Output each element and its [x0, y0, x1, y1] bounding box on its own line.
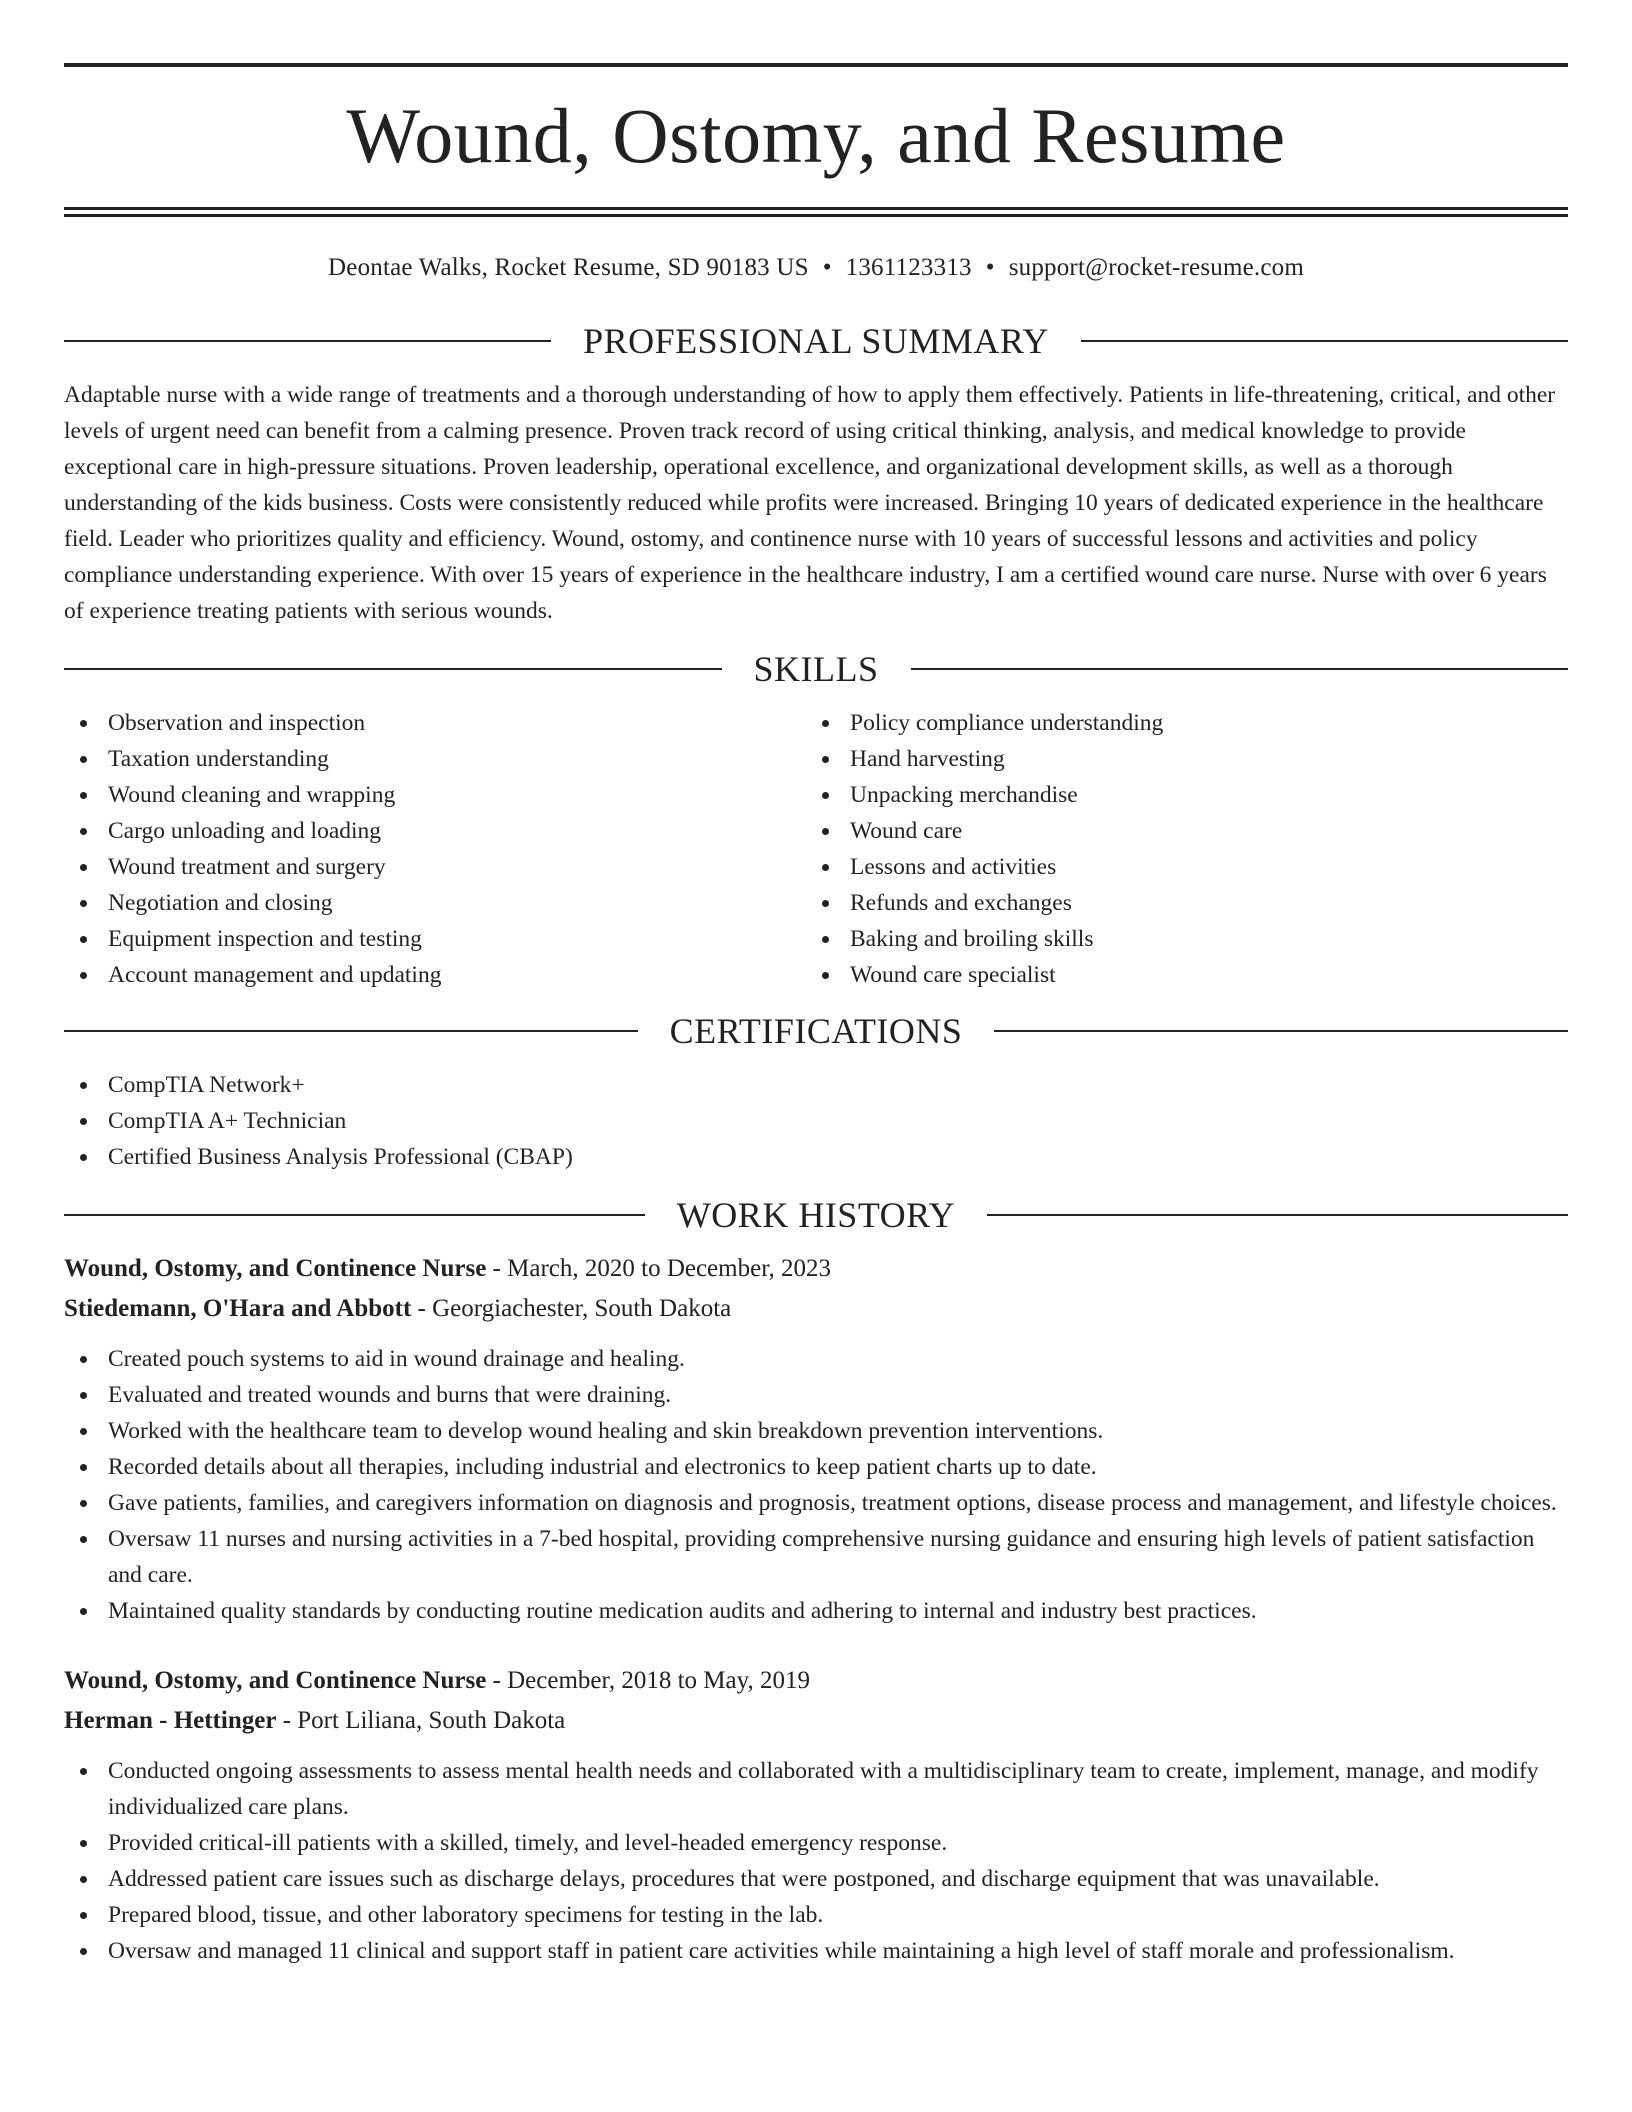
skills-list-left — [64, 705, 806, 993]
job-bullet: Created pouch systems to aid in wound drainage and healing. — [64, 1341, 1568, 1377]
job-dates: - December, 2018 to May, 2019 — [486, 1667, 810, 1694]
job-company-line — [64, 1289, 1568, 1329]
heading-rule — [987, 1214, 1568, 1216]
contact-separator: • — [985, 254, 995, 281]
title-double-rule — [64, 207, 1568, 217]
certification-item: CompTIA Network+ — [64, 1067, 1568, 1103]
skill-item: Refunds and exchanges — [806, 885, 1568, 921]
skill-item: Unpacking merchandise — [806, 777, 1568, 813]
heading-rule — [911, 668, 1569, 670]
certification-item: Certified Business Analysis Professional (CBAP) — [64, 1139, 1568, 1175]
job-bullet: Gave patients, families, and caregivers information on diagnosis and prognosis, treatment options, disease process and management, and lifestyle choices. — [64, 1485, 1568, 1521]
certification-item: CompTIA A+ Technician — [64, 1103, 1568, 1139]
job-bullet: Evaluated and treated wounds and burns that were draining. — [64, 1377, 1568, 1413]
job-company: Herman - Hettinger — [64, 1707, 277, 1734]
job-title-line — [64, 1661, 1568, 1701]
job-role: Wound, Ostomy, and Continence Nurse — [64, 1255, 487, 1282]
skills-grid — [64, 705, 1568, 993]
job-title-line — [64, 1249, 1568, 1289]
contact-line — [64, 253, 1568, 283]
certifications-heading-label: CERTIFICATIONS — [669, 1011, 963, 1051]
skill-item: Account management and updating — [64, 957, 806, 993]
job-bullets — [64, 1341, 1568, 1629]
job-bullets — [64, 1753, 1568, 1969]
job-bullet: Addressed patient care issues such as discharge delays, procedures that were postponed, and discharge equipment that was unavailable. — [64, 1861, 1568, 1897]
skill-item: Wound care specialist — [806, 957, 1568, 993]
skills-list-right — [806, 705, 1568, 993]
heading-rule — [64, 1214, 645, 1216]
skill-item: Wound care — [806, 813, 1568, 849]
skill-item: Negotiation and closing — [64, 885, 806, 921]
heading-rule — [64, 1030, 638, 1032]
job-company: Stiedemann, O'Hara and Abbott — [64, 1295, 412, 1322]
job-bullet: Maintained quality standards by conducting routine medication audits and adhering to internal and industry best practices. — [64, 1593, 1568, 1629]
skills-heading-label: SKILLS — [753, 649, 879, 689]
job-bullet: Provided critical-ill patients with a skilled, timely, and level-headed emergency response. — [64, 1825, 1568, 1861]
skill-item: Cargo unloading and loading — [64, 813, 806, 849]
skill-item: Observation and inspection — [64, 705, 806, 741]
contact-address: Deontae Walks, Rocket Resume, SD 90183 US — [328, 254, 809, 281]
resume-page — [64, 0, 1568, 1969]
job-role: Wound, Ostomy, and Continence Nurse — [64, 1667, 487, 1694]
work-history-heading-label: WORK HISTORY — [676, 1195, 956, 1235]
skill-item: Wound cleaning and wrapping — [64, 777, 806, 813]
heading-rule — [64, 340, 551, 342]
job-location: - Georgiachester, South Dakota — [411, 1295, 732, 1322]
skill-item: Wound treatment and surgery — [64, 849, 806, 885]
job-dates: - March, 2020 to December, 2023 — [486, 1255, 832, 1282]
job-entry — [64, 1661, 1568, 1969]
summary-heading — [64, 321, 1568, 361]
work-history-heading — [64, 1195, 1568, 1235]
certifications-heading — [64, 1011, 1568, 1051]
job-location: - Port Liliana, South Dakota — [276, 1707, 566, 1734]
skills-heading — [64, 649, 1568, 689]
job-bullet: Oversaw 11 nurses and nursing activities in a 7-bed hospital, providing comprehensive nursing guidance and ensuring high levels of patient satisfaction and care. — [64, 1521, 1568, 1593]
job-bullet: Conducted ongoing assessments to assess mental health needs and collaborated with a multidisciplinary team to create, implement, manage, and modify individualized care plans. — [64, 1753, 1568, 1825]
job-bullet: Worked with the healthcare team to develop wound healing and skin breakdown prevention interventions. — [64, 1413, 1568, 1449]
resume-title: Wound, Ostomy, and Resume — [346, 92, 1286, 179]
heading-rule — [1081, 340, 1568, 342]
heading-rule — [64, 668, 722, 670]
heading-rule — [994, 1030, 1568, 1032]
skill-item: Equipment inspection and testing — [64, 921, 806, 957]
skill-item: Policy compliance understanding — [806, 705, 1568, 741]
job-bullet: Oversaw and managed 11 clinical and support staff in patient care activities while maintaining a high level of staff morale and professionalism. — [64, 1933, 1568, 1969]
contact-phone: 1361123313 — [845, 254, 972, 281]
job-bullet: Prepared blood, tissue, and other laboratory specimens for testing in the lab. — [64, 1897, 1568, 1933]
contact-email: support@rocket-resume.com — [1008, 254, 1304, 281]
skill-item: Lessons and activities — [806, 849, 1568, 885]
job-entry — [64, 1249, 1568, 1629]
job-bullet: Recorded details about all therapies, including industrial and electronics to keep patient charts up to date. — [64, 1449, 1568, 1485]
certifications-list — [64, 1067, 1568, 1175]
skill-item: Baking and broiling skills — [806, 921, 1568, 957]
summary-heading-label: PROFESSIONAL SUMMARY — [583, 321, 1049, 361]
skill-item: Hand harvesting — [806, 741, 1568, 777]
contact-separator: • — [822, 254, 832, 281]
job-company-line — [64, 1701, 1568, 1741]
skill-item: Taxation understanding — [64, 741, 806, 777]
summary-text: Adaptable nurse with a wide range of treatments and a thorough understanding of how to apply them effectively. Patients in life-threatening, critical, and other levels of urgent need can benefit from a calming presence. Proven track record of using critical thinking, analysis, and medical knowledge to provide exceptional care in high-pressure situations. Proven leadership, operational excellence, and organizational development skills, as well as a thorough understanding of the kids business. Costs were consistently reduced while profits were increased. Bringing 10 years of dedicated experience in the healthcare field. Leader who prioritizes quality and efficiency. Wound, ostomy, and continence nurse with 10 years of successful lessons and activities and policy compliance understanding experience. With over 15 years of experience in the healthcare industry, I am a certified wound care nurse. Nurse with over 6 years of experience treating patients with serious wounds. — [64, 382, 1556, 624]
